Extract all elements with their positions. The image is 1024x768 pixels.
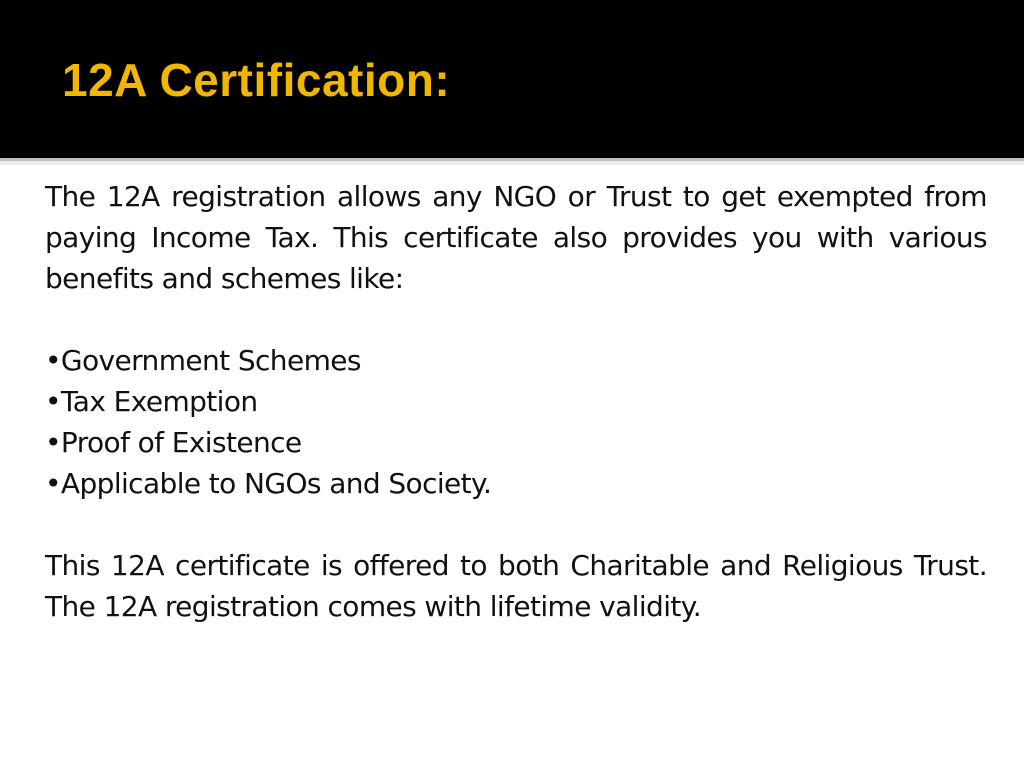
list-item: •Proof of Existence [45,426,302,459]
list-item: •Government Schemes [45,344,361,377]
slide-title: 12A Certification: [62,54,451,106]
paragraph-spacer [45,504,987,545]
title-divider-shadow [0,161,1024,165]
paragraph-spacer [45,299,987,340]
list-item: •Applicable to NGOs and Society. [45,467,492,500]
title-bar [0,0,1024,158]
intro-paragraph: The 12A registration allows any NGO or Trust to get exempted from paying Income Tax. This certificate also provides you with various benefits and schemes like: [45,180,987,295]
benefits-list [45,340,987,504]
slide-body [45,176,987,627]
closing-paragraph: This 12A certificate is offered to both Charitable and Religious Trust. The 12A registration comes with lifetime validity. [45,549,987,623]
list-item: •Tax Exemption [45,385,258,418]
